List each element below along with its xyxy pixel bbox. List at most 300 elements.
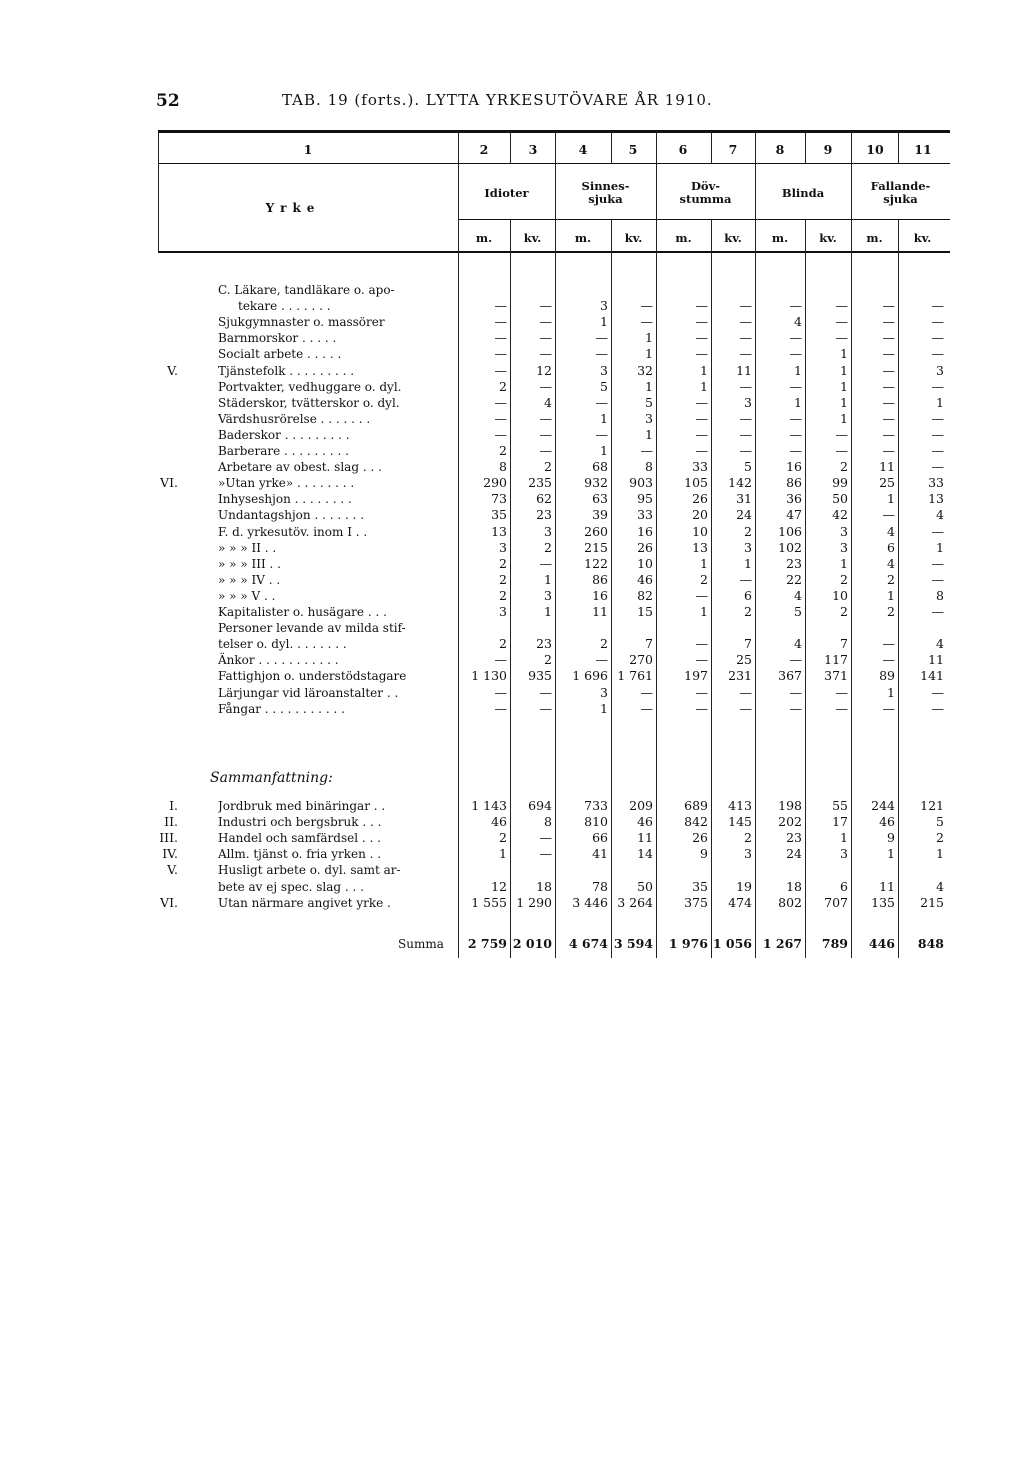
- table-cell: 11: [928, 652, 944, 668]
- table-cell: 1: [700, 604, 708, 619]
- row-roman-numeral: VI.: [160, 475, 178, 491]
- table-cell: 25: [879, 475, 895, 491]
- table-cell: 7: [840, 636, 848, 652]
- row-label: Tjänstefolk . . . . . . . . .: [218, 363, 355, 378]
- table-cell: 3: [840, 523, 848, 539]
- row-label: Sjukgymnaster o. massörer: [218, 315, 385, 330]
- table-cell: 23: [786, 830, 802, 846]
- row-label: » » » II . .: [218, 540, 277, 555]
- table-cell: —: [539, 443, 552, 458]
- table-cell: —: [931, 330, 944, 346]
- table-cell: —: [739, 426, 752, 442]
- table-cell: 102: [778, 539, 802, 555]
- table-cell: 1: [600, 314, 608, 330]
- table-cell: 1: [840, 394, 848, 410]
- sex-label: m.: [574, 231, 592, 245]
- table-cell: 2: [544, 539, 552, 555]
- table-cell: —: [539, 298, 552, 314]
- column-group-header: Döv- stumma: [679, 179, 732, 206]
- table-cell: 371: [824, 668, 848, 684]
- column-group-header: Sinnes- sjuka: [581, 179, 630, 206]
- table-cell: 2: [499, 636, 507, 652]
- table-cell: 9: [887, 830, 895, 846]
- table-cell: 7: [645, 636, 653, 652]
- table-cell: 9: [700, 846, 708, 862]
- row-label: Jordbruk med binäringar . .: [218, 799, 386, 813]
- table-cell: 2: [840, 571, 848, 587]
- table-cell: 99: [832, 475, 848, 491]
- table-cell: 4: [794, 314, 802, 330]
- table-cell: —: [931, 684, 944, 700]
- total-cell: 2 010: [512, 936, 552, 951]
- table-cell: 46: [637, 571, 653, 587]
- table-cell: 4: [887, 555, 895, 571]
- table-cell: 73: [491, 491, 507, 507]
- table-cell: 55: [832, 798, 848, 813]
- table-cell: 197: [684, 668, 708, 684]
- table-cell: 367: [778, 668, 802, 684]
- table-cell: 18: [536, 878, 552, 894]
- table-cell: 82: [637, 587, 653, 603]
- table-cell: 33: [637, 507, 653, 523]
- table-cell: —: [789, 378, 802, 394]
- table-cell: 2: [840, 459, 848, 475]
- column-number: 5: [628, 142, 638, 157]
- table-cell: 1 143: [471, 798, 507, 813]
- table-cell: 1: [499, 846, 507, 862]
- row-roman-numeral: II.: [164, 814, 178, 830]
- table-cell: —: [739, 346, 752, 362]
- table-cell: 2: [499, 443, 507, 458]
- table-cell: 26: [692, 830, 708, 846]
- table-cell: 121: [920, 798, 944, 813]
- table-cell: —: [882, 378, 895, 394]
- table-cell: —: [739, 298, 752, 314]
- table-cell: —: [882, 346, 895, 362]
- row-label: Fångar . . . . . . . . . . .: [218, 701, 345, 716]
- row-roman-numeral: VI.: [160, 894, 178, 910]
- stub-rule: [158, 133, 159, 253]
- table-cell: 1: [887, 684, 895, 700]
- table-cell: 18: [786, 878, 802, 894]
- table-cell: —: [739, 443, 752, 458]
- table-cell: 35: [491, 507, 507, 523]
- table-cell: —: [739, 571, 752, 587]
- row-label: Lärjungar vid läroanstalter . .: [218, 685, 399, 700]
- table-cell: —: [695, 394, 708, 410]
- sex-label: m.: [866, 231, 883, 245]
- table-cell: —: [695, 636, 708, 652]
- table-cell: 1: [544, 604, 552, 619]
- table-cell: 707: [824, 894, 848, 910]
- table-cell: —: [640, 314, 653, 330]
- column-number: 4: [578, 142, 588, 157]
- table-cell: —: [882, 636, 895, 652]
- table-cell: 689: [684, 798, 708, 813]
- table-cell: —: [595, 346, 608, 362]
- total-cell: 1 056: [712, 936, 752, 951]
- table-cell: —: [695, 410, 708, 426]
- total-cell: 789: [821, 936, 848, 951]
- table-cell: —: [695, 587, 708, 603]
- table-cell: 1: [600, 410, 608, 426]
- table-cell: 1: [840, 378, 848, 394]
- table-cell: 63: [592, 491, 608, 507]
- table-cell: 1: [840, 830, 848, 846]
- table-cell: —: [789, 684, 802, 700]
- table-cell: 20: [692, 507, 708, 523]
- table-cell: 19: [736, 878, 752, 894]
- sex-label: m.: [771, 231, 789, 245]
- table-cell: —: [882, 362, 895, 378]
- column-number: 1: [303, 142, 313, 157]
- table-cell: 35: [692, 878, 708, 894]
- table-cell: 78: [592, 878, 608, 894]
- table-cell: —: [539, 346, 552, 362]
- table-cell: 14: [637, 846, 653, 862]
- table-cell: 5: [645, 394, 653, 410]
- table-cell: 5: [794, 604, 802, 619]
- table-cell: —: [835, 426, 848, 442]
- table-cell: —: [931, 604, 944, 619]
- table-cell: 47: [786, 507, 802, 523]
- table-cell: —: [494, 652, 507, 668]
- row-label: » » » IV . .: [218, 572, 281, 587]
- table-cell: 16: [592, 587, 608, 603]
- table-cell: —: [739, 700, 752, 716]
- row-roman-numeral: III.: [159, 830, 178, 846]
- table-cell: —: [931, 314, 944, 330]
- table-cell: 1: [645, 426, 653, 442]
- row-label: C. Läkare, tandläkare o. apo-: [218, 283, 395, 297]
- row-label: Barnmorskor . . . . .: [218, 331, 337, 346]
- table-cell: 1: [936, 539, 944, 555]
- table-cell: 1: [794, 394, 802, 410]
- table-cell: —: [494, 362, 507, 378]
- table-cell: 5: [600, 378, 608, 394]
- table-cell: 26: [692, 491, 708, 507]
- table-cell: 1: [645, 346, 653, 362]
- table-cell: —: [640, 298, 653, 314]
- table-cell: 16: [786, 459, 802, 475]
- table-cell: —: [494, 410, 507, 426]
- table-cell: 46: [879, 814, 895, 830]
- row-label: bete av ej spec. slag . . .: [218, 879, 364, 894]
- table-cell: 3: [840, 539, 848, 555]
- column-number: 9: [823, 142, 833, 157]
- table-cell: 122: [584, 555, 608, 571]
- table-cell: 12: [536, 362, 552, 378]
- table-cell: 2: [600, 636, 608, 652]
- total-cell: 4 674: [568, 936, 608, 951]
- table-cell: 8: [936, 587, 944, 603]
- table-cell: 413: [728, 798, 752, 813]
- total-cell: 1 976: [668, 936, 708, 951]
- total-label: Summa: [398, 937, 444, 951]
- table-cell: 4: [936, 507, 944, 523]
- table-cell: —: [882, 426, 895, 442]
- row-roman-numeral: IV.: [162, 846, 178, 862]
- table-cell: 1 555: [471, 894, 507, 910]
- table-cell: 26: [637, 539, 653, 555]
- data-table: [158, 130, 950, 960]
- table-cell: —: [539, 330, 552, 346]
- table-cell: 89: [879, 668, 895, 684]
- table-cell: 36: [786, 491, 802, 507]
- table-cell: —: [882, 443, 895, 458]
- table-cell: 31: [736, 491, 752, 507]
- row-label: »Utan yrke» . . . . . . . .: [218, 476, 355, 491]
- table-cell: 4: [936, 636, 944, 652]
- table-cell: —: [835, 443, 848, 458]
- table-cell: —: [931, 443, 944, 458]
- table-cell: 2: [499, 587, 507, 603]
- page-title: TAB. 19 (forts.). LYTTA YRKESUTÖVARE ÅR 1910.: [282, 91, 713, 109]
- table-cell: 13: [928, 491, 944, 507]
- table-cell: —: [539, 684, 552, 700]
- table-cell: 903: [629, 475, 653, 491]
- table-cell: 3: [600, 298, 608, 314]
- total-cell: 3 594: [613, 936, 653, 951]
- table-cell: 95: [637, 491, 653, 507]
- column-group-header: Blinda: [781, 186, 825, 200]
- column-rule: [711, 133, 712, 163]
- table-cell: 290: [483, 475, 507, 491]
- table-cell: 231: [728, 668, 752, 684]
- table-cell: 5: [744, 459, 752, 475]
- table-cell: 68: [592, 459, 608, 475]
- table-cell: 62: [536, 491, 552, 507]
- table-cell: 10: [832, 587, 848, 603]
- table-cell: 474: [728, 894, 752, 910]
- table-cell: 215: [584, 539, 608, 555]
- table-cell: 4: [936, 878, 944, 894]
- table-cell: 802: [778, 894, 802, 910]
- table-cell: 1 290: [516, 894, 552, 910]
- table-cell: 1: [840, 362, 848, 378]
- column-rule: [898, 133, 899, 163]
- table-cell: 2: [744, 604, 752, 619]
- table-cell: 1: [600, 443, 608, 458]
- row-label: Socialt arbete . . . . .: [218, 347, 342, 362]
- table-cell: —: [695, 652, 708, 668]
- column-number: 3: [528, 142, 538, 157]
- table-cell: 33: [928, 475, 944, 491]
- table-cell: —: [789, 298, 802, 314]
- table-cell: 8: [544, 814, 552, 830]
- table-cell: 23: [786, 555, 802, 571]
- row-label: Arbetare av obest. slag . . .: [218, 460, 382, 475]
- table-cell: 2: [700, 571, 708, 587]
- row-label: Portvakter, vedhuggare o. dyl.: [218, 379, 402, 394]
- table-cell: —: [835, 298, 848, 314]
- table-cell: 1: [700, 555, 708, 571]
- table-cell: 1: [840, 410, 848, 426]
- table-cell: 11: [736, 362, 752, 378]
- table-cell: —: [640, 443, 653, 458]
- table-cell: 2: [840, 604, 848, 619]
- table-cell: —: [695, 330, 708, 346]
- table-cell: 2: [544, 652, 552, 668]
- table-cell: 1: [887, 846, 895, 862]
- table-cell: 1: [645, 330, 653, 346]
- table-cell: —: [695, 443, 708, 458]
- table-cell: —: [595, 426, 608, 442]
- table-cell: 24: [786, 846, 802, 862]
- table-cell: 86: [592, 571, 608, 587]
- table-cell: 46: [491, 814, 507, 830]
- table-cell: 2: [936, 830, 944, 846]
- table-cell: 22: [786, 571, 802, 587]
- table-cell: 15: [637, 604, 653, 619]
- table-cell: —: [882, 507, 895, 523]
- table-cell: 810: [584, 814, 608, 830]
- table-cell: 1: [936, 394, 944, 410]
- table-cell: 117: [824, 652, 848, 668]
- table-cell: —: [539, 378, 552, 394]
- table-cell: 1: [544, 571, 552, 587]
- row-roman-numeral: I.: [169, 798, 178, 813]
- table-cell: 1: [600, 700, 608, 716]
- sex-label: kv.: [724, 231, 742, 245]
- row-label: Städerskor, tvätterskor o. dyl.: [218, 395, 400, 410]
- table-cell: 41: [592, 846, 608, 862]
- row-label: Allm. tjänst o. fria yrken . .: [218, 847, 382, 862]
- table-cell: 270: [629, 652, 653, 668]
- table-cell: 3 446: [572, 894, 608, 910]
- table-cell: —: [835, 684, 848, 700]
- sex-label: kv.: [624, 231, 643, 245]
- total-cell: 2 759: [467, 936, 507, 951]
- table-cell: —: [931, 700, 944, 716]
- table-cell: —: [494, 330, 507, 346]
- table-cell: —: [882, 700, 895, 716]
- table-cell: 3: [600, 684, 608, 700]
- sex-label: m.: [475, 231, 493, 245]
- table-cell: 17: [832, 814, 848, 830]
- table-cell: 2: [499, 378, 507, 394]
- table-cell: 935: [528, 668, 552, 684]
- table-cell: 1: [744, 555, 752, 571]
- row-label: Kapitalister o. husägare . . .: [218, 605, 387, 619]
- table-cell: —: [539, 846, 552, 862]
- row-label: Husligt arbete o. dyl. samt ar-: [218, 863, 401, 878]
- table-cell: —: [931, 346, 944, 362]
- row-roman-numeral: V.: [167, 362, 178, 378]
- header-bottom-rule: [158, 251, 950, 253]
- table-cell: —: [931, 378, 944, 394]
- column-group-header: Idioter: [484, 186, 529, 200]
- table-cell: —: [739, 410, 752, 426]
- table-cell: —: [882, 298, 895, 314]
- table-cell: 2: [544, 459, 552, 475]
- table-cell: 1: [840, 346, 848, 362]
- table-cell: —: [539, 700, 552, 716]
- table-cell: —: [640, 700, 653, 716]
- table-cell: 33: [692, 459, 708, 475]
- table-cell: 235: [528, 475, 552, 491]
- table-cell: 105: [684, 475, 708, 491]
- table-cell: 1 761: [617, 668, 653, 684]
- table-cell: 1: [645, 378, 653, 394]
- table-cell: —: [931, 555, 944, 571]
- table-cell: 5: [936, 814, 944, 830]
- table-cell: 932: [584, 475, 608, 491]
- table-cell: 32: [637, 362, 653, 378]
- table-cell: —: [789, 426, 802, 442]
- table-cell: —: [835, 330, 848, 346]
- row-label: tekare . . . . . . .: [238, 299, 331, 314]
- table-cell: 10: [637, 555, 653, 571]
- table-cell: —: [695, 314, 708, 330]
- table-cell: 3: [499, 539, 507, 555]
- row-label: » » » III . .: [218, 556, 281, 571]
- table-cell: —: [789, 700, 802, 716]
- column-number: 10: [866, 142, 884, 157]
- table-cell: 106: [778, 523, 802, 539]
- table-cell: 3: [544, 587, 552, 603]
- table-cell: 842: [684, 814, 708, 830]
- row-label: Fattighjon o. understödstagare: [218, 669, 407, 684]
- table-cell: —: [882, 330, 895, 346]
- table-cell: 13: [491, 523, 507, 539]
- table-cell: 3: [744, 846, 752, 862]
- table-cell: 1 130: [471, 668, 507, 684]
- table-cell: 2: [887, 571, 895, 587]
- table-cell: 375: [684, 894, 708, 910]
- table-cell: 141: [920, 668, 944, 684]
- sex-rule: [458, 219, 950, 220]
- table-cell: 260: [584, 523, 608, 539]
- table-cell: 209: [629, 798, 653, 813]
- table-cell: 11: [879, 459, 895, 475]
- row-roman-numeral: V.: [167, 862, 178, 878]
- table-cell: 8: [499, 459, 507, 475]
- row-label: Barberare . . . . . . . . .: [218, 444, 349, 458]
- column-number: 7: [728, 142, 738, 157]
- table-cell: —: [539, 314, 552, 330]
- summary-heading: Sammanfattning:: [210, 770, 333, 786]
- column-rule: [611, 133, 612, 163]
- table-cell: —: [789, 346, 802, 362]
- table-cell: 3: [499, 604, 507, 619]
- table-cell: 50: [637, 878, 653, 894]
- row-label: » » » V . .: [218, 588, 276, 603]
- table-cell: 2: [887, 604, 895, 619]
- table-cell: 145: [728, 814, 752, 830]
- table-cell: —: [494, 394, 507, 410]
- table-cell: —: [931, 410, 944, 426]
- sex-label: kv.: [523, 231, 542, 245]
- table-cell: 2: [744, 830, 752, 846]
- row-label: Värdshusrörelse . . . . . . .: [218, 411, 371, 426]
- table-cell: 42: [832, 507, 848, 523]
- table-cell: 23: [536, 636, 552, 652]
- table-cell: 1: [936, 846, 944, 862]
- table-cell: 1: [887, 587, 895, 603]
- column-rule: [805, 133, 806, 163]
- column-group-header: Fallande- sjuka: [870, 179, 931, 206]
- table-cell: —: [882, 394, 895, 410]
- table-cell: —: [789, 330, 802, 346]
- table-cell: —: [739, 330, 752, 346]
- table-cell: 4: [794, 587, 802, 603]
- table-cell: 16: [637, 523, 653, 539]
- table-cell: 46: [637, 814, 653, 830]
- table-cell: —: [739, 314, 752, 330]
- table-cell: 3: [744, 539, 752, 555]
- table-cell: 25: [736, 652, 752, 668]
